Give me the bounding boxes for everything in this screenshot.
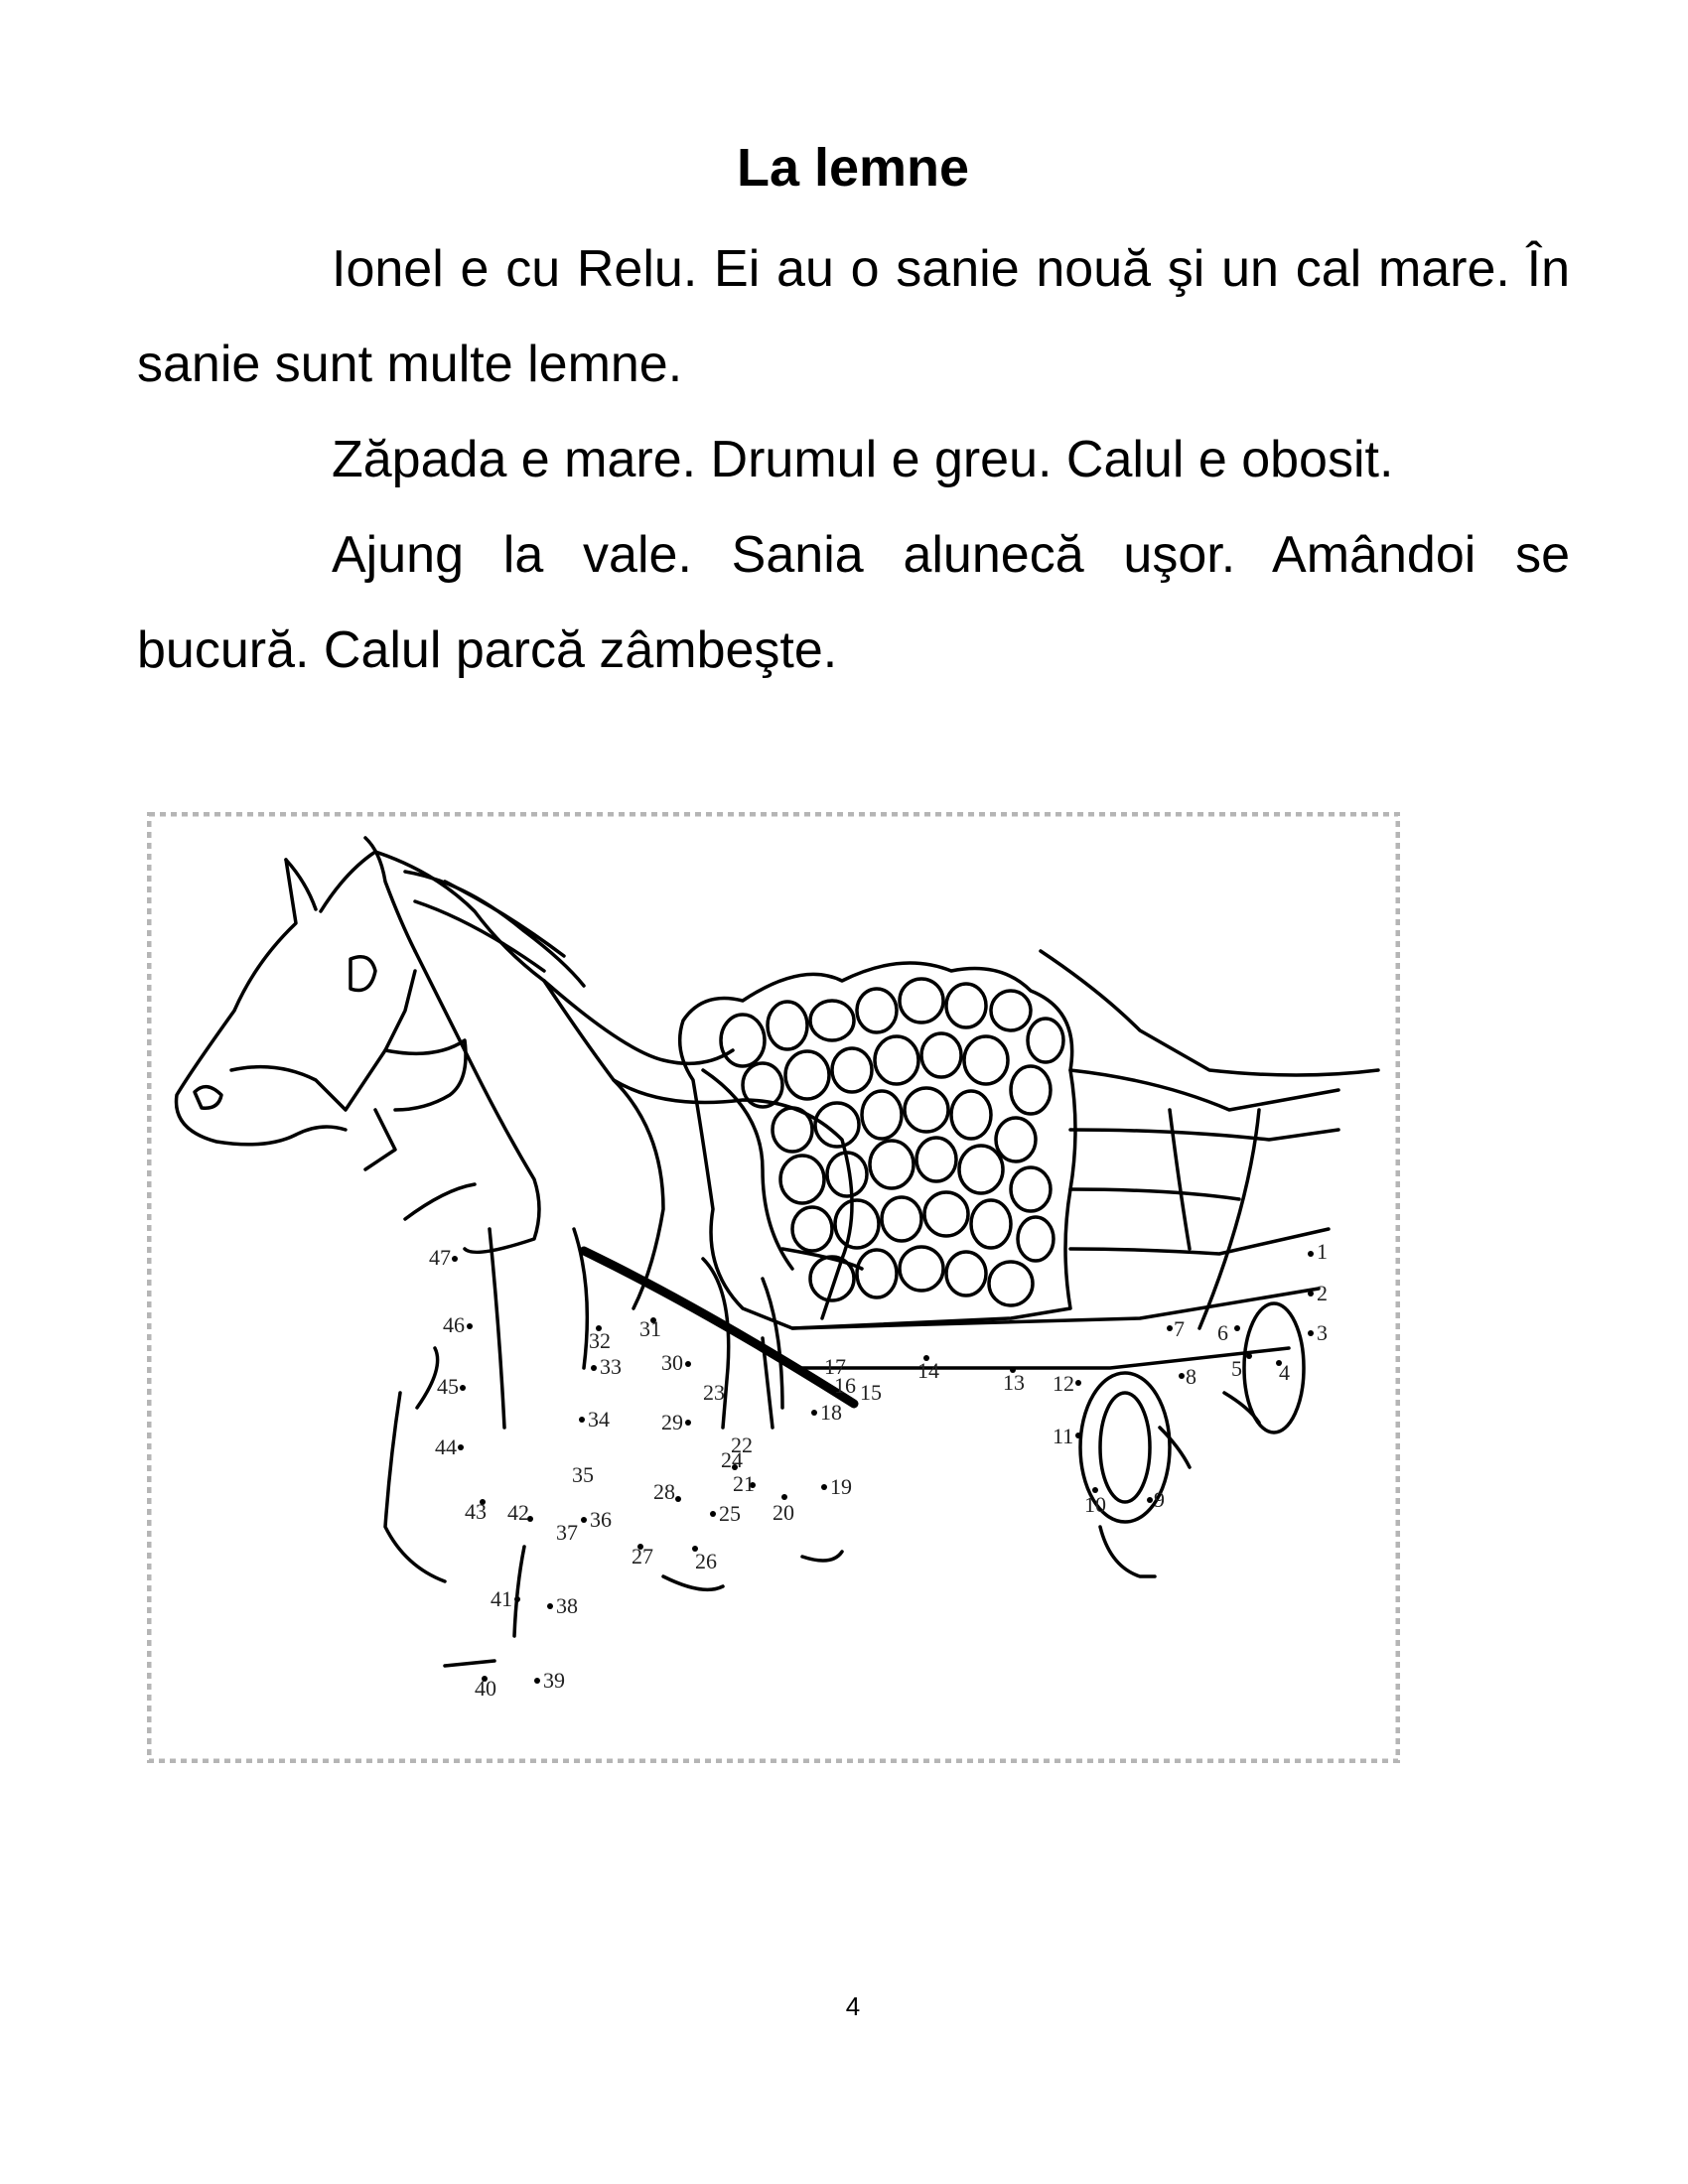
- svg-text:13: 13: [1003, 1370, 1025, 1395]
- svg-text:18: 18: [820, 1400, 842, 1425]
- paragraph-1: Ionel e cu Relu. Ei au o sanie nouă şi un cal mare. În sanie sunt multe lemne.: [137, 240, 1570, 393]
- svg-text:3: 3: [1317, 1320, 1328, 1345]
- paragraph-2: Zăpada e mare. Drumul e greu. Calul e obosit.: [332, 431, 1394, 488]
- page-title: La lemne: [736, 138, 970, 198]
- svg-text:31: 31: [639, 1316, 661, 1341]
- svg-text:1: 1: [1317, 1239, 1328, 1264]
- svg-text:14: 14: [917, 1358, 939, 1383]
- svg-text:15: 15: [860, 1380, 882, 1405]
- svg-text:8: 8: [1186, 1364, 1196, 1389]
- svg-text:22: 22: [731, 1433, 753, 1457]
- svg-text:42: 42: [507, 1500, 529, 1525]
- svg-text:30: 30: [661, 1350, 683, 1375]
- svg-text:39: 39: [543, 1668, 565, 1693]
- svg-text:47: 47: [429, 1245, 451, 1270]
- svg-text:10: 10: [1084, 1492, 1106, 1517]
- svg-text:43: 43: [465, 1499, 487, 1524]
- svg-text:7: 7: [1174, 1316, 1185, 1341]
- svg-text:26: 26: [695, 1549, 717, 1573]
- svg-text:25: 25: [719, 1501, 741, 1526]
- svg-text:17: 17: [824, 1354, 846, 1379]
- svg-text:40: 40: [475, 1676, 496, 1701]
- svg-text:35: 35: [572, 1462, 594, 1487]
- svg-text:38: 38: [556, 1593, 578, 1618]
- svg-text:21: 21: [733, 1471, 755, 1496]
- svg-text:9: 9: [1154, 1487, 1165, 1512]
- page-number: 4: [845, 1991, 861, 2021]
- svg-text:32: 32: [589, 1328, 611, 1353]
- svg-text:28: 28: [653, 1479, 675, 1504]
- dot-to-dot-illustration: [147, 812, 1400, 1763]
- svg-text:16: 16: [834, 1373, 856, 1398]
- svg-text:2: 2: [1317, 1281, 1328, 1305]
- picture-frame: [149, 814, 1398, 1761]
- svg-text:24: 24: [721, 1447, 743, 1472]
- svg-text:19: 19: [830, 1474, 852, 1499]
- svg-text:20: 20: [773, 1500, 794, 1525]
- svg-text:34: 34: [588, 1407, 610, 1432]
- horse-sled-drawing: [147, 812, 1400, 1763]
- svg-text:6: 6: [1217, 1320, 1228, 1345]
- svg-text:12: 12: [1053, 1371, 1074, 1396]
- svg-text:44: 44: [435, 1434, 457, 1459]
- paragraph-3: Ajung la vale. Sania alunecă uşor. Amândoi se bucură. Calul parcă zâmbeşte.: [137, 526, 1570, 679]
- svg-text:37: 37: [556, 1520, 578, 1545]
- svg-text:46: 46: [443, 1312, 465, 1337]
- svg-text:45: 45: [437, 1374, 459, 1399]
- svg-text:23: 23: [703, 1380, 725, 1405]
- svg-text:27: 27: [632, 1544, 653, 1569]
- svg-text:11: 11: [1053, 1424, 1074, 1448]
- svg-text:33: 33: [600, 1354, 622, 1379]
- svg-text:29: 29: [661, 1410, 683, 1434]
- svg-text:36: 36: [590, 1507, 612, 1532]
- svg-text:5: 5: [1231, 1356, 1242, 1381]
- svg-text:4: 4: [1279, 1360, 1290, 1385]
- svg-text:41: 41: [491, 1586, 512, 1611]
